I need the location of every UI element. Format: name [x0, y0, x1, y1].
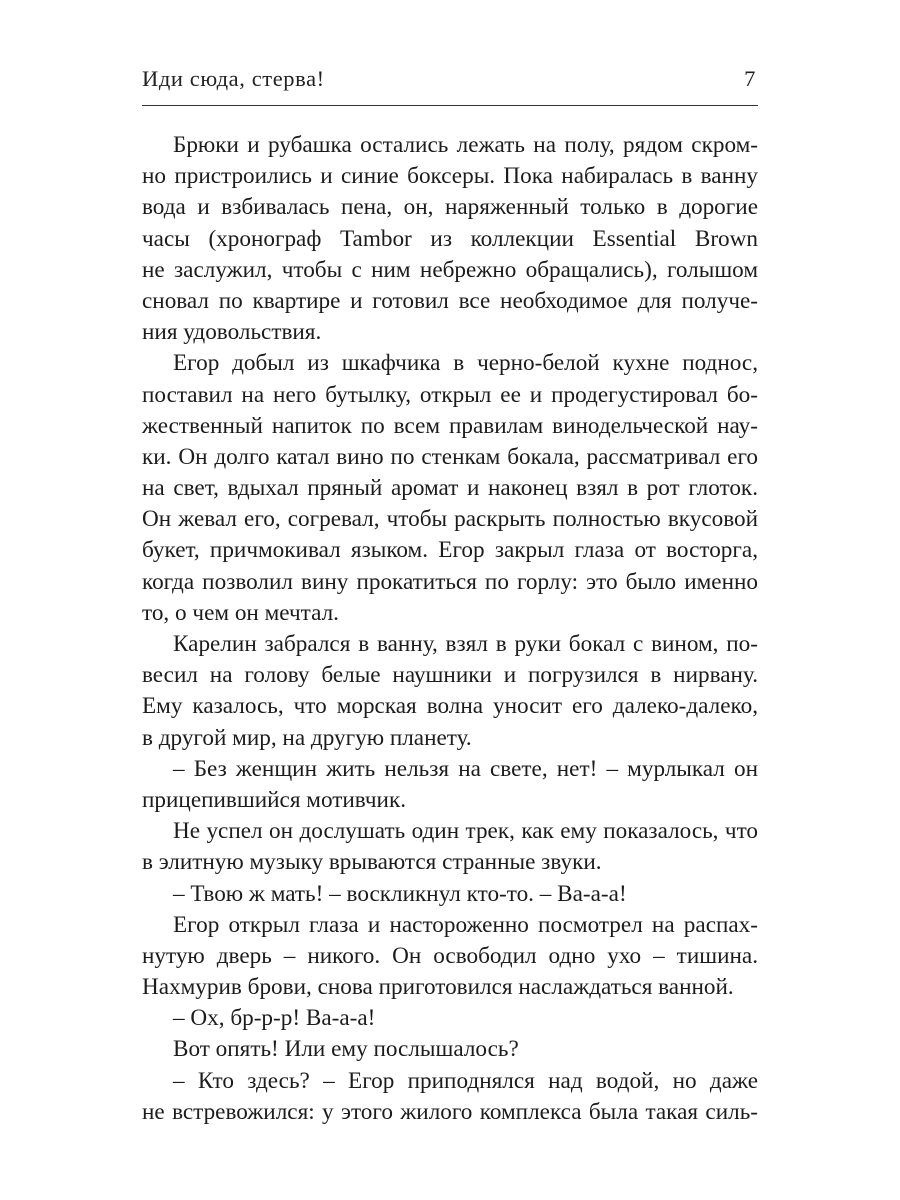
text-line: то, о чем он мечтал.: [142, 599, 339, 626]
text-line: – Без женщин жить нельзя на свете, нет! – мурлыкал он: [173, 755, 758, 782]
text-line: ки. Он долго катал вино по стенкам бокала, рассматривал его: [142, 443, 758, 470]
text-line: поставил на него бутылку, открыл ее и продегустировал бо-: [142, 381, 758, 408]
text-line: весил на голову белые наушники и погрузился в нирвану.: [142, 662, 758, 689]
body-text: [142, 130, 758, 1128]
text-line: – Твою ж мать! – воскликнул кто-то. – Ва-а-а!: [173, 880, 627, 907]
text-line: прицепившийся мотивчик.: [142, 786, 407, 813]
text-line: Егор добыл из шкафчика в черно-белой кухне поднос,: [173, 350, 758, 377]
chapter-title: Иди сюда, стерва!: [142, 66, 325, 91]
text-line: часы (хронограф Tambor из коллекции Essential Brown: [142, 225, 758, 252]
text-line: на свет, вдыхал пряный аромат и наконец взял в рот глоток.: [142, 475, 758, 502]
text-line: нутую дверь – никого. Он освободил одно ухо – тишина.: [142, 942, 758, 969]
text-line: в другой мир, на другую планету.: [142, 724, 472, 751]
text-line: Ему казалось, что морская волна уносит его далеко-далеко,: [142, 693, 758, 720]
text-line: – Ох, бр-р-р! Ва-а-а!: [173, 1005, 376, 1032]
text-line: Не успел он дослушать один трек, как ему показалось, что: [173, 818, 758, 845]
text-line: Егор открыл глаза и настороженно посмотрел на распах-: [173, 911, 758, 938]
text-line: жественный напиток по всем правилам винодельческой нау-: [142, 412, 758, 439]
text-line: Вот опять! Или ему послышалось?: [173, 1036, 519, 1063]
text-line: букет, причмокивал языком. Егор закрыл глаза от восторга,: [142, 537, 758, 564]
text-line: когда позволил вину прокатиться по горлу: это было именно: [142, 568, 758, 595]
text-line: сновал по квартире и готовил все необходимое для получе-: [142, 287, 758, 314]
text-line: в элитную музыку врываются странные звуки.: [142, 849, 602, 876]
text-line: Брюки и рубашка остались лежать на полу, рядом скром-: [173, 132, 758, 158]
text-line: не встревожился: у этого жилого комплекса была такая силь-: [142, 1098, 758, 1125]
page-number: 7: [744, 66, 756, 91]
text-line: вода и взбивалась пена, он, наряженный только в дорогие: [142, 194, 758, 221]
text-line: – Кто здесь? – Егор приподнялся над водой, но даже: [173, 1067, 758, 1094]
text-line: Карелин забрался в ванну, взял в руки бокал с вином, по-: [173, 631, 758, 657]
text-line: Он жевал его, согревал, чтобы раскрыть полностью вкусовой: [142, 506, 758, 533]
text-line: но пристроились и синие боксеры. Пока набиралась в ванну: [142, 163, 758, 190]
text-line: Нахмурив брови, снова приготовился наслаждаться ванной.: [142, 974, 734, 1001]
text-line: не заслужил, чтобы с ним небрежно обращались), голышом: [142, 256, 758, 283]
header-rule: [142, 105, 758, 106]
running-header: [142, 66, 758, 98]
text-line: ния удовольствия.: [142, 319, 322, 346]
